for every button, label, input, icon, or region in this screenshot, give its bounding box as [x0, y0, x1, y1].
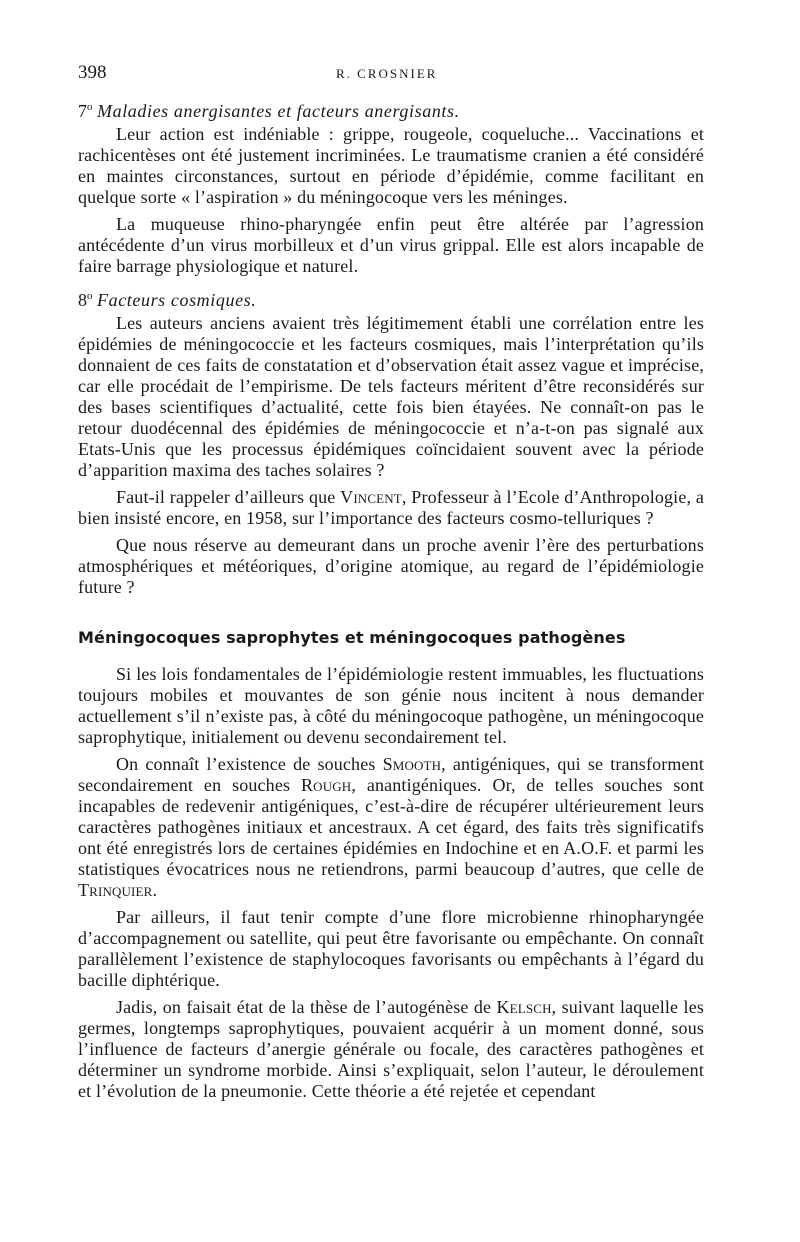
section-8-number: 8 [78, 290, 87, 310]
author-name-kelsch: Kelsch [496, 997, 552, 1017]
section-8-title: Facteurs cosmiques. [97, 290, 257, 310]
section-7-number: 7 [78, 101, 87, 121]
section-7-heading [78, 100, 704, 122]
paragraph-text: . [152, 880, 158, 900]
paragraph-text: , antigéniques, qui se transforment secondairement en souches [78, 754, 704, 795]
section-8-ordinal: o [87, 290, 93, 302]
paragraph-text: , Professeur à l’Ecole d’Anthropologie, a bien insisté encore, en 1958, sur l’importance des facteurs cosmo-telluriques ? [78, 487, 705, 528]
running-head-author: R. CROSNIER [336, 66, 438, 81]
section-7-title: Maladies anergisantes et facteurs anergisants. [97, 101, 460, 121]
section-meningocoques-heading: Méningocoques saprophytes et méningocoques pathogènes [78, 628, 626, 647]
paragraph-text: , suivant laquelle les germes, longtemps saprophytiques, pouvaient acquérir à un moment donné, sous l’influence de facteurs d’anergie générale ou focale, des caractères pathogènes et déterminer un syndrome morbide. Ainsi s’expliquait, selon l’auteur, le déroulement et l’évolution de la pneumonie. Cette théorie a été rejetée et cependant [78, 997, 704, 1101]
running-head [78, 62, 704, 88]
meningo-paragraph-2 [78, 754, 704, 901]
author-name-trinquier: Trinquier [78, 880, 153, 900]
section-8-heading [78, 289, 704, 311]
meningo-paragraph-4 [78, 997, 704, 1102]
section-7-paragraph-2: La muqueuse rhino-pharyngée enfin peut être altérée par l’agression antécédente d’un virus morbilleux et d’un virus grippal. Elle est alors incapable de faire barrage physiologique et naturel. [78, 214, 704, 276]
section-7-ordinal: o [87, 101, 93, 113]
strain-name-smooth: Smooth [382, 754, 442, 774]
author-name-vincent: Vincent [340, 487, 402, 507]
paragraph-text: , anantigéniques. Or, de telles souches sont incapables de redevenir antigéniques, c’est-à-dire de récupérer ultérieurement leurs caractères pathogènes initiaux et ancestraux. A cet égard, des faits très significatifs ont été enregistrés lors de certaines épidémies en Indochine et en A.O.F. et parmi les statistiques évocatrices nous ne retiendrons, parmi beaucoup d’autres, que celle de [78, 775, 704, 879]
meningo-paragraph-1: Si les lois fondamentales de l’épidémiologie restent immuables, les fluctuations toujours mobiles et mouvantes de son génie nous incitent à nous demander actuellement s’il n’existe pas, à côté du méningocoque pathogène, un méningocoque saprophytique, initialement ou devenu secondairement tel. [78, 664, 704, 747]
section-8-paragraph-3: Que nous réserve au demeurant dans un proche avenir l’ère des perturbations atmosphériques et météoriques, d’origine atomique, au regard de l’épidémiologie future ? [78, 535, 704, 597]
meningo-paragraph-3: Par ailleurs, il faut tenir compte d’une flore microbienne rhinopharyngée d’accompagnement ou satellite, qui peut être favorisante ou empêchante. On connaît parallèlement l’existence de staphylocoques favorisants ou empêchants à l’égard du bacille diphtérique. [78, 907, 704, 990]
book-page [78, 62, 704, 1108]
section-8-paragraph-1: Les auteurs anciens avaient très légitimement établi une corrélation entre les épidémies de méningococcie et les facteurs cosmiques, mais l’interprétation qu’ils donnaient de ces faits de constatation et d’observation était assez vague et imprécise, car elle procédait de l’empirisme. De tels facteurs méritent d’être reconsidérés sur des bases scientifiques d’actualité, cette fois bien étayées. Ne connaît-on pas le retour duodécennal des épidémies de méningococcie et n’a-t-on pas signalé aux Etats-Unis que les processus épidémiques coïncidaient souvent avec la période d’apparition maxima des taches solaires ? [78, 313, 704, 480]
section-8-paragraph-2 [78, 487, 704, 529]
paragraph-text: Faut-il rappeler d’ailleurs que [116, 487, 341, 507]
strain-name-rough: Rough [301, 775, 352, 795]
paragraph-text: On connaît l’existence de souches [116, 754, 383, 774]
paragraph-text: Jadis, on faisait état de la thèse de l’autogénèse de [116, 997, 497, 1017]
page-number: 398 [78, 62, 107, 83]
section-7-paragraph-1: Leur action est indéniable : grippe, rougeole, coqueluche... Vaccinations et rachicentèses ont été justement incriminées. Le traumatisme cranien a été considéré en maintes circonstances, surtout en période d’épidémie, comme facilitant en quelque sorte « l’aspiration » du méningocoque vers les méninges. [78, 124, 704, 207]
